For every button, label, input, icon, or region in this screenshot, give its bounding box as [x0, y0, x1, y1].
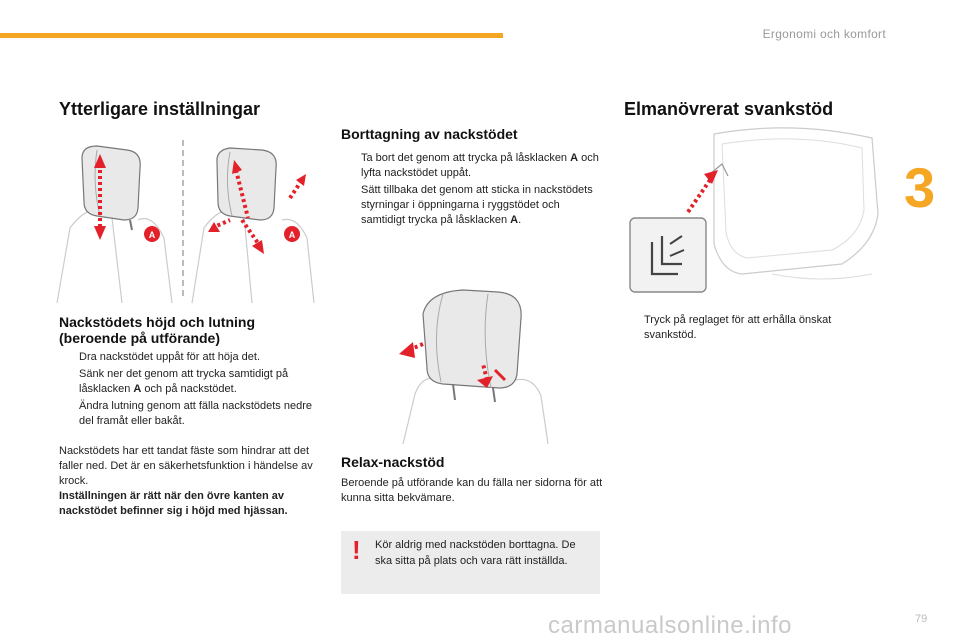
chapter-number: 3 [904, 156, 936, 219]
bullet-text: Ändra lutning genom att fälla nackstödets nedre del framåt eller bakåt. [79, 400, 312, 427]
section-title-removal: Borttagning av nackstödet [341, 126, 518, 142]
page-number: 79 [915, 613, 928, 625]
header-accent-bar [0, 33, 503, 38]
bullet-text: . [518, 214, 522, 226]
right-bullet-list [624, 313, 874, 345]
note-bold: Inställningen är rätt när den övre kanten av nackstödet befinner sig i höjd med hjässan. [59, 490, 288, 517]
relax-text: Beroende på utförande kan du fälla ner sidorna för att kunna sitta bekvämare. [341, 477, 603, 504]
section-title-lumbar-support: Elmanövrerat svankstöd [624, 99, 834, 119]
bullet-bold: A [510, 214, 519, 226]
chapter-title: Ergonomi och komfort [762, 27, 886, 41]
bullet-bold: A [570, 152, 579, 164]
list-item [59, 399, 321, 429]
left-bullet-list [59, 350, 321, 431]
fig-label-a: A [148, 230, 156, 240]
relax-headrest-figure [383, 284, 553, 444]
list-item [341, 183, 601, 228]
fig-label-a: A [288, 230, 296, 240]
bullet-text: Sänk ner det genom att trycka samtidigt på låsklacken [79, 368, 289, 395]
bullet-bold: A [133, 383, 142, 395]
bullet-text: Sätt tillbaka det genom att sticka in nackstödets styrningar i öppningarna i ryggstödet och samtidigt trycka på låsklacken [361, 184, 593, 226]
bullet-text: Tryck på reglaget för att erhålla önskat svankstöd. [644, 314, 832, 341]
lumbar-support-figure [622, 124, 887, 296]
bullet-text: och lyfta nackstödet uppåt. [361, 152, 599, 179]
list-item [624, 313, 874, 343]
watermark-text: carmanualsonline.info [548, 612, 792, 639]
bullet-text: och på nackstödet. [141, 383, 237, 395]
warning-icon: ! [352, 535, 361, 565]
warning-text: Kör aldrig med nackstöden borttagna. De ska sitta på plats och vara rätt inställda. [375, 539, 576, 567]
middle-bullet-list [341, 151, 601, 230]
list-item [59, 367, 321, 397]
left-note [59, 444, 321, 519]
note-text: Nackstödets har ett tandat fäste som hindrar att det faller ned. Det är en säkerhetsfunktion i händelse av krock. [59, 445, 313, 487]
list-item [59, 350, 321, 365]
subtitle-headrest-height-tilt [59, 314, 255, 346]
section-title-additional-settings: Ytterligare inställningar [59, 99, 261, 119]
warning-box [341, 531, 600, 594]
section-title-relax-headrest: Relax-nackstöd [341, 454, 445, 470]
bullet-text: Dra nackstödet uppåt för att höja det. [79, 351, 261, 363]
list-item [341, 151, 601, 181]
subtitle-line: Nackstödets höjd och lutning [59, 314, 256, 330]
headrest-adjust-figure [52, 128, 320, 304]
subtitle-line: (beroende på utförande) [59, 330, 221, 346]
bullet-text: Ta bort det genom att trycka på låsklacken [361, 152, 571, 164]
